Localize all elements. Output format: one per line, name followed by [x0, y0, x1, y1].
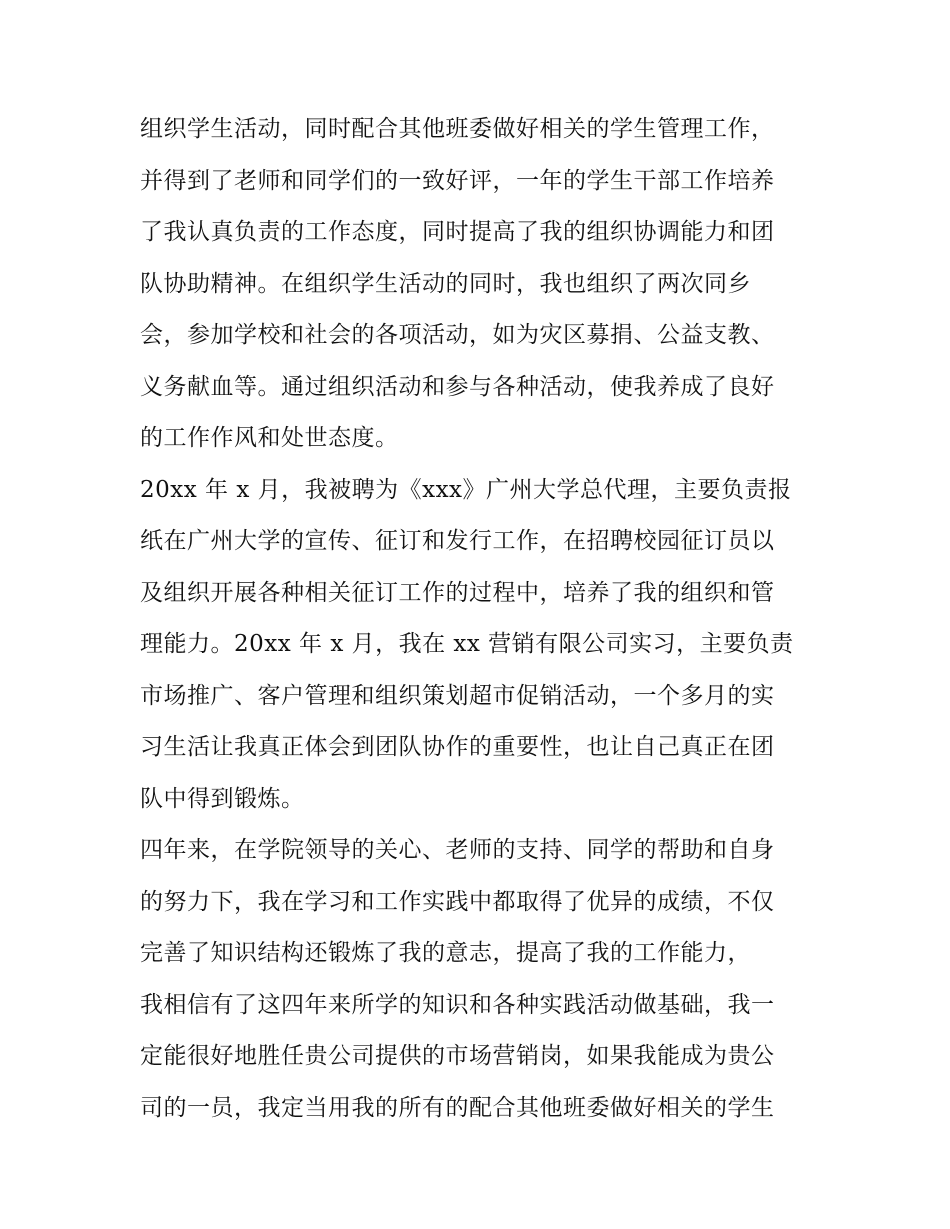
text-line: 义务献血等。通过组织活动和参与各种活动，使我养成了良好 — [140, 373, 775, 400]
text-line: 的工作作风和处世态度。 — [140, 425, 399, 451]
text-line: 纸在广州大学的宣传、征订和发行工作，在招聘校园征订员以 — [140, 528, 775, 554]
text-line: 组织学生活动，同时配合其他班委做好相关的学生管理工作， — [140, 116, 775, 142]
text-line: 的努力下，我在学习和工作实践中都取得了优异的成绩，不仅 — [140, 888, 775, 915]
text-line: 四年来，在学院领导的关心、老师的支持、同学的帮助和自身 — [140, 837, 775, 863]
text-line: 队中得到锻炼。 — [140, 785, 305, 812]
text-line: 定能很好地胜任贵公司提供的市场营销岗，如果我能成为贵公 — [140, 1043, 775, 1069]
text-line: 习生活让我真正体会到团队协作的重要性，也让自己真正在团 — [140, 734, 775, 760]
document-body — [140, 104, 830, 1134]
text-line: 完善了知识结构还锻炼了我的意志，提高了我的工作能力， — [140, 940, 751, 966]
text-line: 理能力。20xx 年 x 月，我在 xx 营销有限公司实习，主要负责 — [140, 631, 794, 657]
text-line: 我相信有了这四年来所学的知识和各种实践活动做基础，我一 — [140, 991, 775, 1018]
text-line: 司的一员，我定当用我的所有的配合其他班委做好相关的学生 — [140, 1094, 775, 1121]
text-line: 市场推广、客户管理和组织策划超市促销活动，一个多月的实 — [140, 682, 775, 709]
text-line: 会，参加学校和社会的各项活动，如为灾区募捐、公益支教、 — [140, 322, 775, 348]
text-line: 及组织开展各种相关征订工作的过程中，培养了我的组织和管 — [140, 579, 775, 606]
text-line: 并得到了老师和同学们的一致好评，一年的学生干部工作培养 — [140, 167, 775, 194]
text-line: 队协助精神。在组织学生活动的同时，我也组织了两次同乡 — [140, 270, 751, 297]
text-line: 20xx 年 x 月，我被聘为《xxx》广州大学总代理，主要负责报 — [140, 476, 792, 503]
text-line: 了我认真负责的工作态度，同时提高了我的组织协调能力和团 — [140, 219, 775, 245]
